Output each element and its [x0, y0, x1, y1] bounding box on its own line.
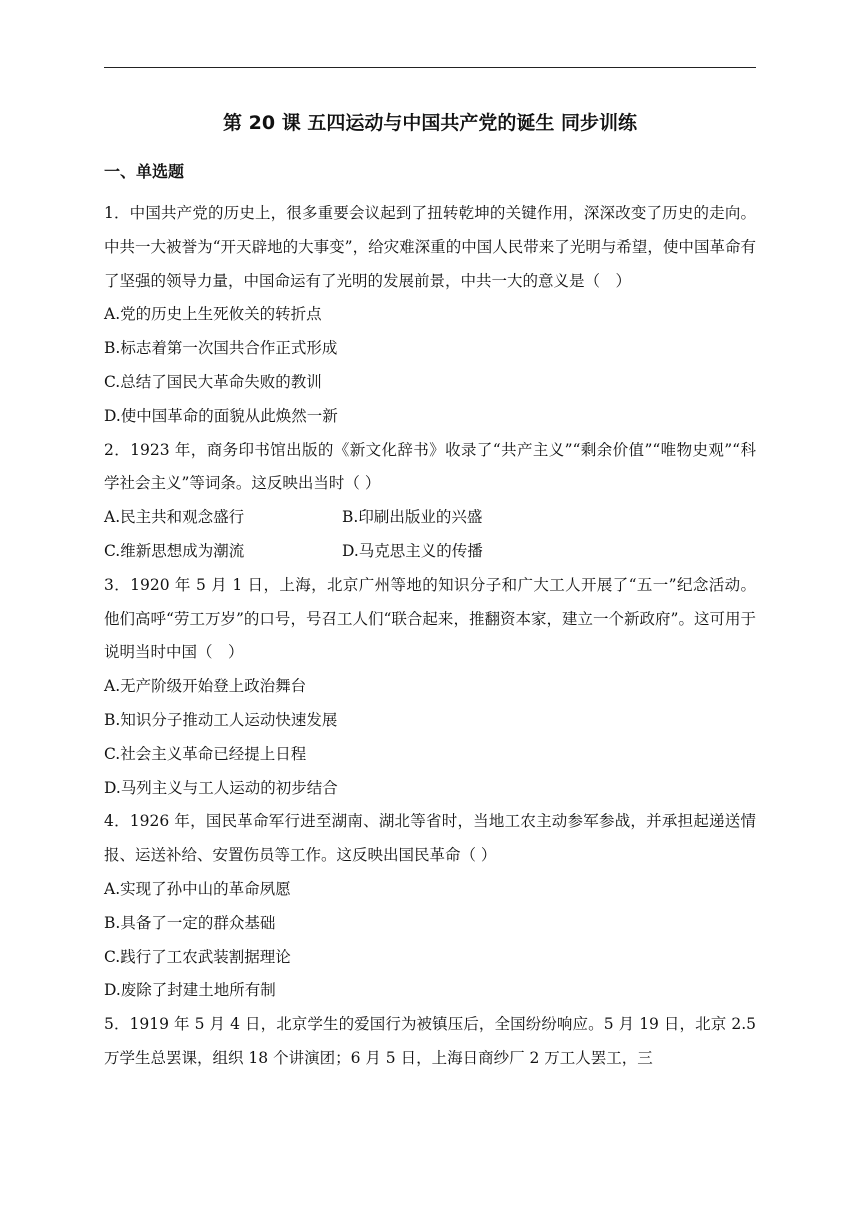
option-c: C.践行了工农武装割据理论 [104, 947, 291, 966]
question-list [104, 197, 756, 1076]
question-4 [104, 805, 756, 1008]
option-d: D.使中国革命的面貌从此焕然一新 [104, 406, 338, 425]
option-a: A.无产阶级开始登上政治舞台 [104, 677, 307, 696]
question-5 [104, 1008, 756, 1076]
option-row [104, 535, 756, 569]
option-c: C.总结了国民大革命失败的教训 [104, 372, 322, 391]
question-stem: 4．1926 年，国民革命军行进至湖南、湖北等省时，当地工农主动参军参战，并承担起递送情报、运送补给、安置伤员等工作。这反映出国民革命（ ） [104, 812, 756, 865]
question-stem: 5．1919 年 5 月 4 日，北京学生的爱国行为被镇压后，全国纷纷响应。5 月 19 日，北京 2.5 万学生总罢课，组织 18 个讲演团；6 月 5 日，上海日商纱厂 2 万工人罢工，三 [104, 1015, 756, 1067]
option-d: D.马列主义与工人运动的初步结合 [104, 778, 338, 797]
option-d: D.马克思主义的传播 [342, 541, 483, 560]
question-2 [104, 434, 756, 569]
question-stem: 2．1923 年，商务印书馆出版的《新文化辞书》收录了“共产主义”“剩余价值”“唯物史观”“科学社会主义”等词条。这反映出当时（ ） [104, 440, 756, 493]
section-heading: 一、单选题 [104, 162, 185, 181]
option-b: B.知识分子推动工人运动快速发展 [104, 710, 338, 729]
option-d: D.废除了封建土地所有制 [104, 981, 276, 1000]
option-b: B.标志着第一次国共合作正式形成 [104, 339, 338, 358]
question-stem: 1．中国共产党的历史上，很多重要会议起到了扭转乾坤的关键作用，深深改变了历史的走向。中共一大被誉为“开天辟地的大事变”，给灾难深重的中国人民带来了光明与希望，使中国革命有了坚强的领导力量，中国命运有了光明的发展前景，中共一大的意义是（ ） [104, 204, 756, 290]
option-b: B.印刷出版业的兴盛 [342, 508, 483, 527]
option-a: A.党的历史上生死攸关的转折点 [104, 305, 322, 324]
question-stem: 3．1920 年 5 月 1 日，上海，北京广州等地的知识分子和广大工人开展了“五一”纪念活动。他们高呼“劳工万岁”的口号，号召工人们“联合起来，推翻资本家，建立一个新政府”。这可用于说明当时中国（ ） [104, 575, 756, 662]
option-c: C.社会主义革命已经提上日程 [104, 744, 307, 763]
option-row [104, 501, 756, 535]
option-b: B.具备了一定的群众基础 [104, 913, 276, 932]
question-3 [104, 569, 756, 806]
option-a: A.实现了孙中山的革命夙愿 [104, 879, 291, 898]
header-rule [104, 67, 756, 68]
option-a: A.民主共和观念盛行 [104, 508, 245, 527]
question-1 [104, 197, 756, 434]
page-title: 第 20 课 五四运动与中国共产党的诞生 同步训练 [223, 112, 637, 134]
option-c: C.维新思想成为潮流 [104, 541, 245, 560]
